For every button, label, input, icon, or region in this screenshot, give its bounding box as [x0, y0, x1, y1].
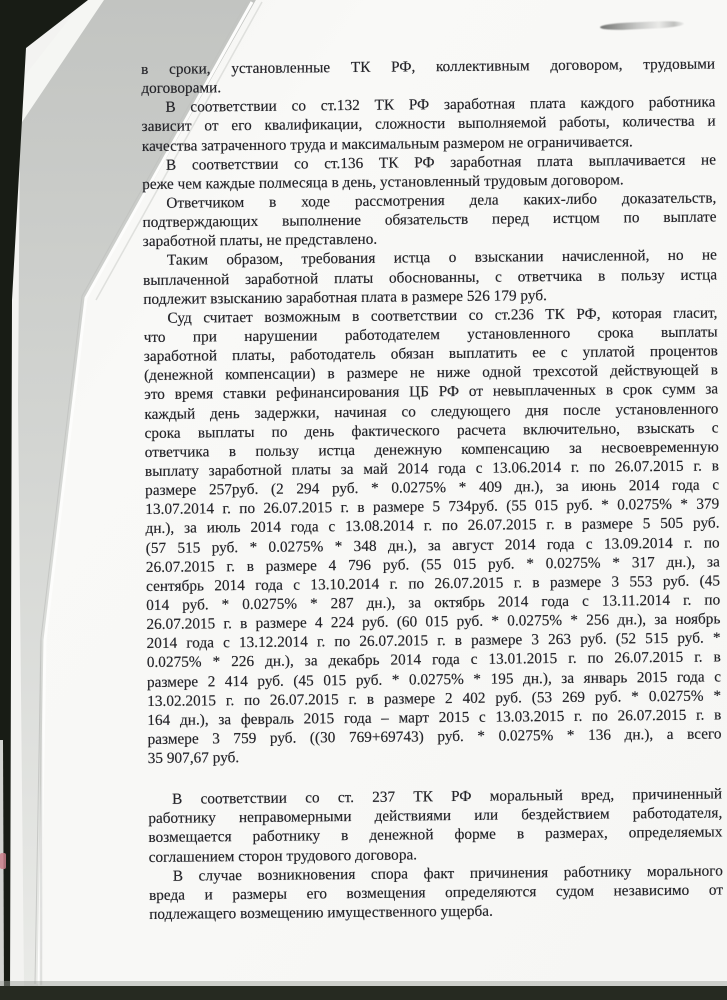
scanner-bottom-band: [0, 986, 727, 1000]
text-line: сентябрь 2014 года с 13.10.2014 г. по 26.07.2015 г. в размере 3 553 руб. (45: [145, 572, 721, 595]
text-line: каждый день задержки, начиная со следующего дня после установленного: [144, 400, 719, 423]
paragraph: [141, 54, 715, 98]
text-line: (денежной компенсации) в размере не ниже одной трехсотой действующей в: [143, 361, 719, 385]
text-line: ответчика в пользу истца денежную компенсацию за несвоевременную: [144, 438, 719, 461]
text-line: возмещается работнику в денежной форме в размерах, определяемых: [148, 823, 723, 847]
text-line: вреда и размеры его возмещения определяются судом независимо от: [148, 881, 724, 904]
text-line: Суд считает возможным в соответствии со ст.236 ТК РФ, которая гласит,: [167, 304, 718, 327]
text-line: подтверждающих выполнение обязательств перед истцом по выплате: [142, 208, 717, 232]
paragraph: [142, 150, 716, 194]
text-line: Ответчиком в ходе рассмотрения дела каких-либо доказательств,: [166, 189, 717, 212]
text-line: размере 2 414 руб. (45 015 руб. * 0.0275% * 195 дн.), за январь 2015 года с: [146, 667, 722, 691]
text-line: выплату заработной платы за май 2014 года с 13.06.2014 г. по 26.07.2015 г. в: [144, 457, 720, 480]
text-line: заработной платы, не представлено.: [142, 231, 378, 251]
text-line: что при нарушении работодателем установленного срока выплаты: [143, 323, 718, 346]
text-line: выплаченной заработной платы обоснованны, с ответчика в пользу истца: [143, 266, 718, 289]
text-line: качества затраченного труда и максимальным размером не ограничивается.: [141, 132, 633, 155]
paragraph: [143, 246, 718, 309]
text-line: 26.07.2015 г. в размере 4 796 руб. (55 015 руб. * 0.0275% * 317 дн.), за: [145, 553, 720, 576]
text-line: заработной платы, работодатель обязан выплатить ее с уплатой процентов: [143, 342, 718, 366]
text-line: подлежащего возмещению имущественного ущерба.: [149, 902, 493, 924]
text-line: 13.07.2014 г. по 26.07.2015 г. в размере 5 734руб. (55 015 руб. * 0.0275% * 379: [145, 495, 720, 519]
text-line: 0.0275% * 226 дн.), за декабрь 2014 года с 13.01.2015 г. по 26.07.2015 г. в: [146, 648, 721, 672]
text-line: (57 515 руб. * 0.0275% * 348 дн.), за август 2014 года с 13.09.2014 г. по: [145, 533, 720, 557]
text-line: В случае возникновения спора факт причинения работнику морального: [172, 862, 723, 885]
paper-crease: [40, 640, 42, 985]
text-line: В соответствии со ст.136 ТК РФ заработная плата выплачивается не: [165, 151, 717, 174]
text-line: 26.07.2015 г. в размере 4 224 руб. (60 015 руб. * 0.0275% * 256 дн.), за ноябрь: [146, 610, 721, 634]
text-line: срока выплаты по день фактического расчета включительно, взыскать с: [144, 419, 719, 442]
text-line: 014 руб. * 0.0275% * 287 дн.), за октябрь 2014 года с 13.11.2014 г. по: [146, 591, 721, 614]
text-line: В соответствии со ст. 237 ТК РФ моральный вред, причиненный: [172, 785, 723, 808]
text-line: в сроки, установленные ТК РФ, коллективным договором, трудовыми: [141, 55, 716, 78]
text-line: В соответствии со ст.132 ТК РФ заработная плата каждого работника: [165, 93, 716, 117]
text-line: договорами.: [141, 79, 222, 98]
paragraph: [149, 861, 724, 924]
paragraph: [143, 303, 721, 768]
text-line: 164 дн.), за февраль 2015 года – март 2015 с 13.03.2015 г. по 26.07.2015 г. в: [147, 706, 722, 729]
text-line: подлежит взысканию заработная плата в размере 526 179 руб.: [143, 286, 547, 308]
paragraph: [141, 93, 716, 156]
text-line: работнику неправомерными действиями или бездействием работодателя,: [148, 804, 723, 828]
pink-fleck-mark: [0, 853, 6, 869]
text-line: размере 3 759 руб. ((30 769+69743) руб. * 0.0275% * 136 дн.), а всего: [147, 725, 722, 748]
text-line: реже чем каждые полмесяца в день, установленный трудовым договором.: [142, 171, 624, 193]
text-line: Таким образом, требования истца о взыскании начисленной, но не: [166, 246, 717, 270]
text-line: 2014 года с 13.12.2014 г. по 26.07.2015 г. в размере 3 263 руб. (52 515 руб. *: [146, 629, 721, 653]
text-line: 13.02.2015 г. по 26.07.2015 г. в размере 2 402 руб. (53 269 руб. * 0.0275% *: [147, 687, 722, 710]
paragraph: [142, 188, 717, 251]
text-line: размере 257руб. (2 294 руб. * 0.0275% * 409 дн.), за июнь 2014 года с: [145, 476, 720, 500]
paragraph: [148, 785, 723, 867]
text-line: зависит от его квалификации, сложности выполняемой работы, количества и: [141, 112, 716, 136]
text-line: это время ставки рефинансирования ЦБ РФ от невыплаченных в срок сумм за: [144, 380, 719, 404]
text-line: дн.), за июль 2014 года с 13.08.2014 г. по 26.07.2015 г. в размере 5 505 руб.: [145, 514, 720, 538]
document-text: [141, 54, 723, 924]
text-line: соглашением сторон трудового договора.: [148, 846, 418, 866]
text-line: 35 907,67 руб.: [147, 749, 240, 768]
